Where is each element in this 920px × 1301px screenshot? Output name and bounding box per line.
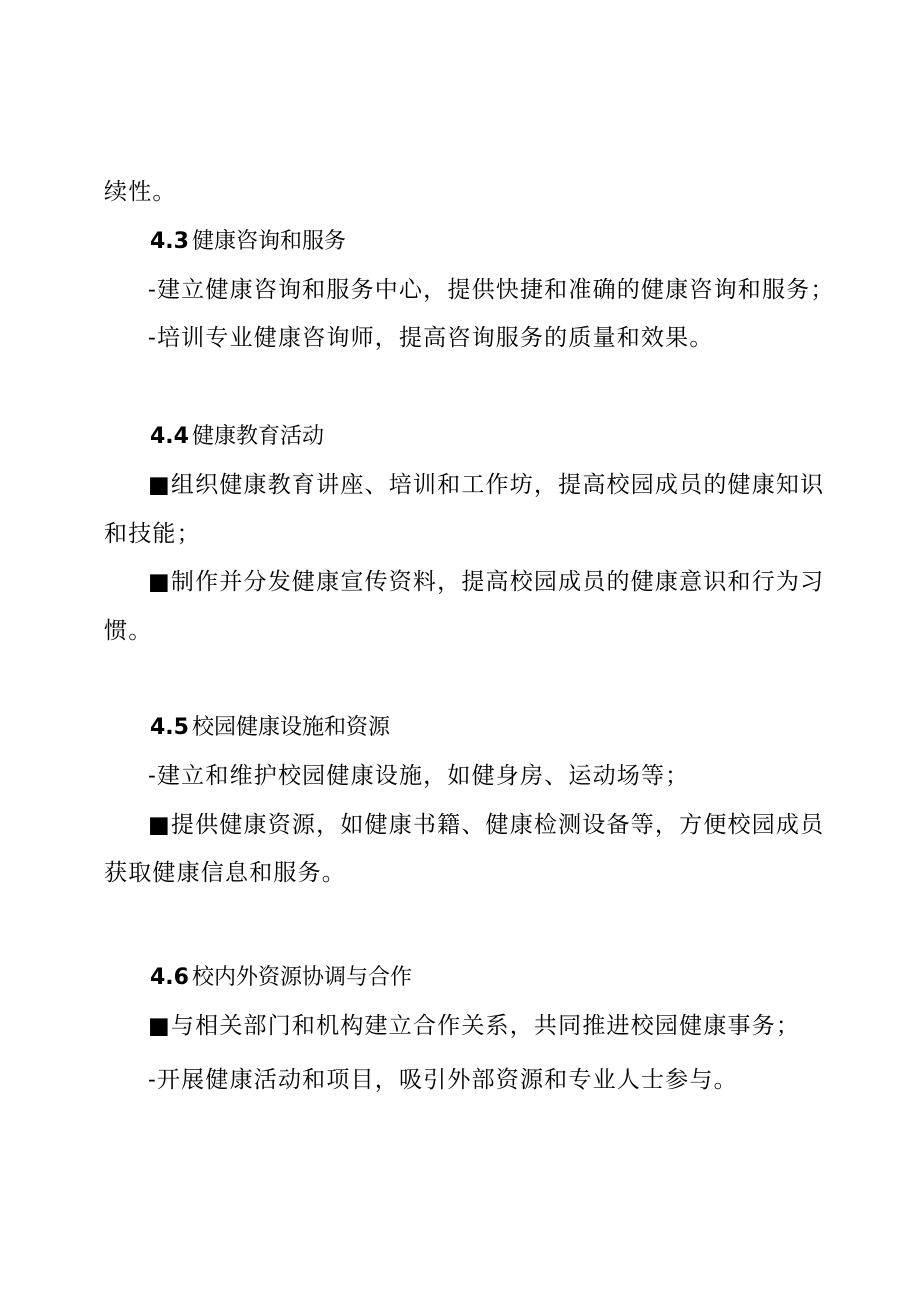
section-number: 4.6 (150, 965, 189, 990)
continuation-text: 续性。 (104, 179, 177, 205)
paragraph-line: -建立健康咨询和服务中心，提供快捷和准确的健康咨询和服务； (148, 277, 835, 303)
section-number: 4.5 (150, 715, 189, 740)
section-heading-4-3 (150, 227, 346, 257)
paragraph-line: 惯。 (104, 618, 153, 644)
section-number: 4.3 (150, 229, 189, 254)
section-title: 校内外资源协调与合作 (192, 965, 413, 990)
paragraph-line: ■与相关部门和机构建立合作关系，共同推进校园健康事务； (148, 1013, 801, 1039)
paragraph-line: ■提供健康资源，如健康书籍、健康检测设备等，方便校园成员 (148, 812, 825, 838)
paragraph-line: -培训专业健康咨询师，提高咨询服务的质量和效果。 (148, 325, 714, 351)
paragraph-line: ■制作并分发健康宣传资料，提高校园成员的健康意识和行为习 (148, 569, 825, 595)
paragraph-line: 和技能； (104, 521, 201, 547)
section-heading-4-6 (150, 963, 412, 993)
section-number: 4.4 (150, 424, 189, 449)
section-title: 校园健康设施和资源 (192, 715, 391, 740)
paragraph-line: -开展健康活动和项目，吸引外部资源和专业人士参与。 (148, 1067, 738, 1093)
section-title: 健康教育活动 (192, 424, 325, 449)
section-title: 健康咨询和服务 (192, 229, 347, 254)
paragraph-line: 获取健康信息和服务。 (104, 860, 346, 886)
paragraph-line: -建立和维护校园健康设施，如健身房、运动场等； (148, 763, 690, 789)
section-heading-4-4 (150, 422, 324, 452)
paragraph-line: ■组织健康教育讲座、培训和工作坊，提高校园成员的健康知识 (148, 472, 825, 498)
section-heading-4-5 (150, 713, 390, 743)
